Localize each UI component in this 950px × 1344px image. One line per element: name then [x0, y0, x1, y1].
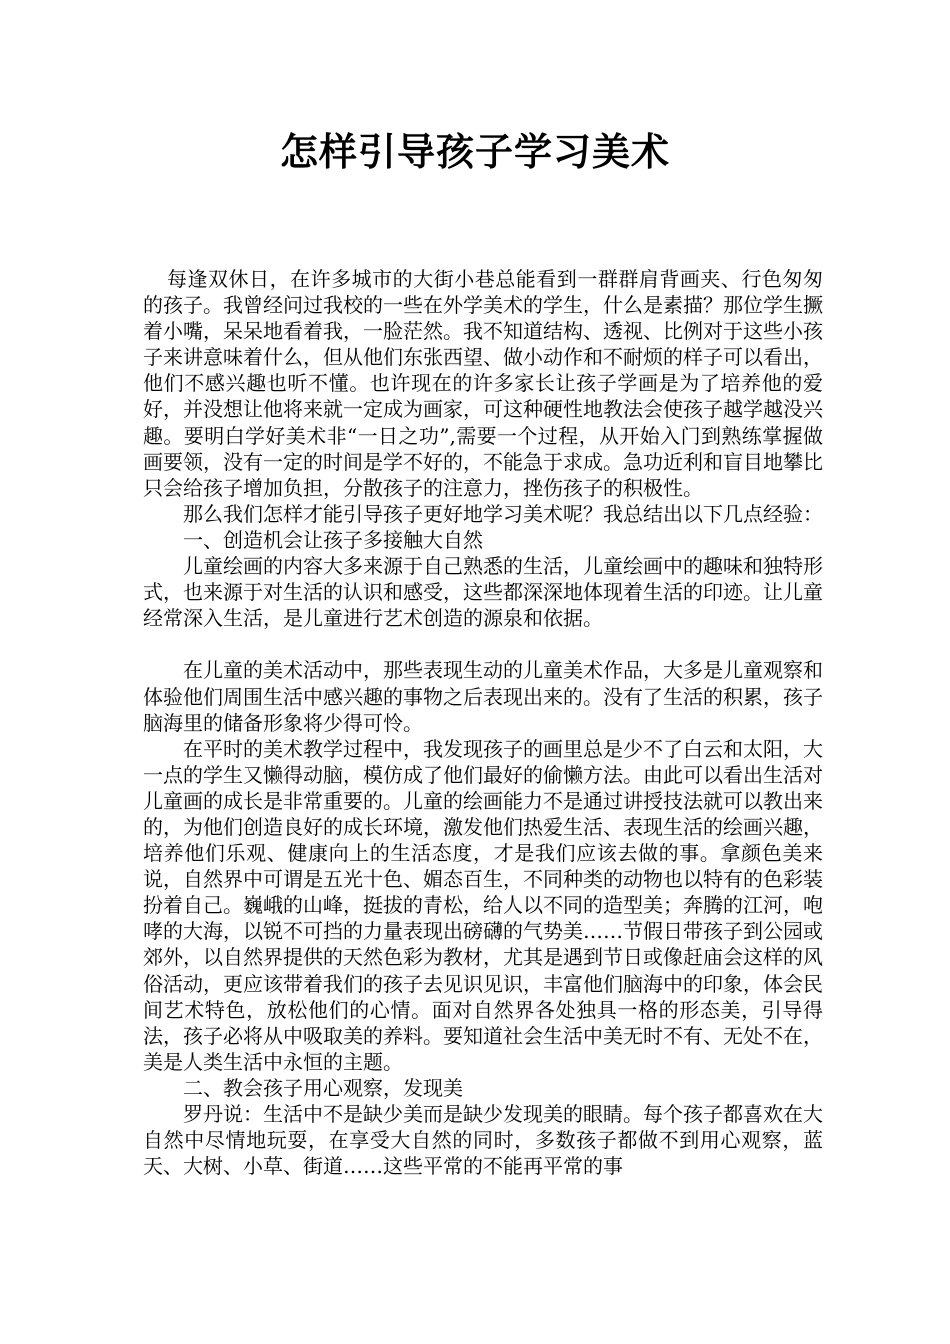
paragraph-question: 那么我们怎样才能引导孩子更好地学习美术呢？我总结出以下几点经验：: [183, 501, 823, 526]
paragraph-section1-a: 儿童绘画的内容大多来源于自己熟悉的生活，儿童绘画中的趣味和独特形式，也来源于对生活的认识和感受，这些都深深地体现着生活的印迹。让儿童经常深入生活，是儿童进行艺术创造的源泉和依据。: [143, 554, 823, 631]
paragraph-section2-a: 罗丹说：生活中不是缺少美而是缺少发现美的眼睛。每个孩子都喜欢在大自然中尽情地玩耍，在享受大自然的同时，多数孩子都做不到用心观察，蓝天、大树、小草、街道……这些平常的不能再平常的事: [143, 1102, 823, 1179]
section-heading-2: 二、教会孩子用心观察，发现美: [183, 1075, 463, 1100]
paragraph-intro: 每逢双休日，在许多城市的大街小巷总能看到一群群肩背画夹、行色匆匆的孩子。我曾经问过我校的一些在外学美术的学生，什么是素描？那位学生撅着小嘴，呆呆地看着我，一脸茫然。我不知道结构、透视、比例对于这些小孩子来讲意味着什么，但从他们东张西望、做小动作和不耐烦的样子可以看出，他们不感兴趣也听不懂。也许现在的许多家长让孩子学画是为了培养他的爱好，并没想让他将来就一定成为画家，可这种硬性地教法会使孩子越学越没兴趣。要明白学好美术非“一日之功”,需要一个过程，从开始入门到熟练掌握做画要领，没有一定的时间是学不好的，不能急于求成。急功近利和盲目地攀比只会给孩子增加负担，分散孩子的注意力，挫伤孩子的积极性。: [143, 267, 823, 500]
paragraph-section1-b: 在儿童的美术活动中，那些表现生动的儿童美术作品，大多是儿童观察和体验他们周围生活中感兴趣的事物之后表现出来的。没有了生活的积累，孩子脑海里的储备形象将少得可怜。: [143, 658, 823, 735]
document-body: [143, 266, 823, 1179]
section-heading-1: 一、创造机会让孩子多接触大自然: [183, 527, 483, 552]
blank-line: [143, 631, 823, 657]
paragraph-section1-c: 在平时的美术教学过程中，我发现孩子的画里总是少不了白云和太阳，大一点的学生又懒得动脑，模仿成了他们最好的偷懒方法。由此可以看出生活对儿童画的成长是非常重要的。儿童的绘画能力不是通过讲授技法就可以教出来的，为他们创造良好的成长环境，激发他们热爱生活、表现生活的绘画兴趣，培养他们乐观、健康向上的生活态度，才是我们应该去做的事。拿颜色美来说，自然界中可谓是五光十色、媚态百生，不同种类的动物也以特有的色彩装扮着自己。巍峨的山峰，挺拔的青松，给人以不同的造型美；奔腾的江河，咆哮的大海，以锐不可挡的力量表现出磅礴的气势美……节假日带孩子到公园或郊外，以自然界提供的天然色彩为教材，尤其是遇到节日或像赶庙会这样的风俗活动，更应该带着我们的孩子去见识见识，丰富他们脑海中的印象，体会民间艺术特色，放松他们的心情。面对自然界各处独具一格的形态美，引导得法，孩子必将从中吸取美的养料。要知道社会生活中美无时不有、无处不在，美是人类生活中永恒的主题。: [143, 736, 823, 1074]
document-title: 怎样引导孩子学习美术: [279, 130, 670, 174]
